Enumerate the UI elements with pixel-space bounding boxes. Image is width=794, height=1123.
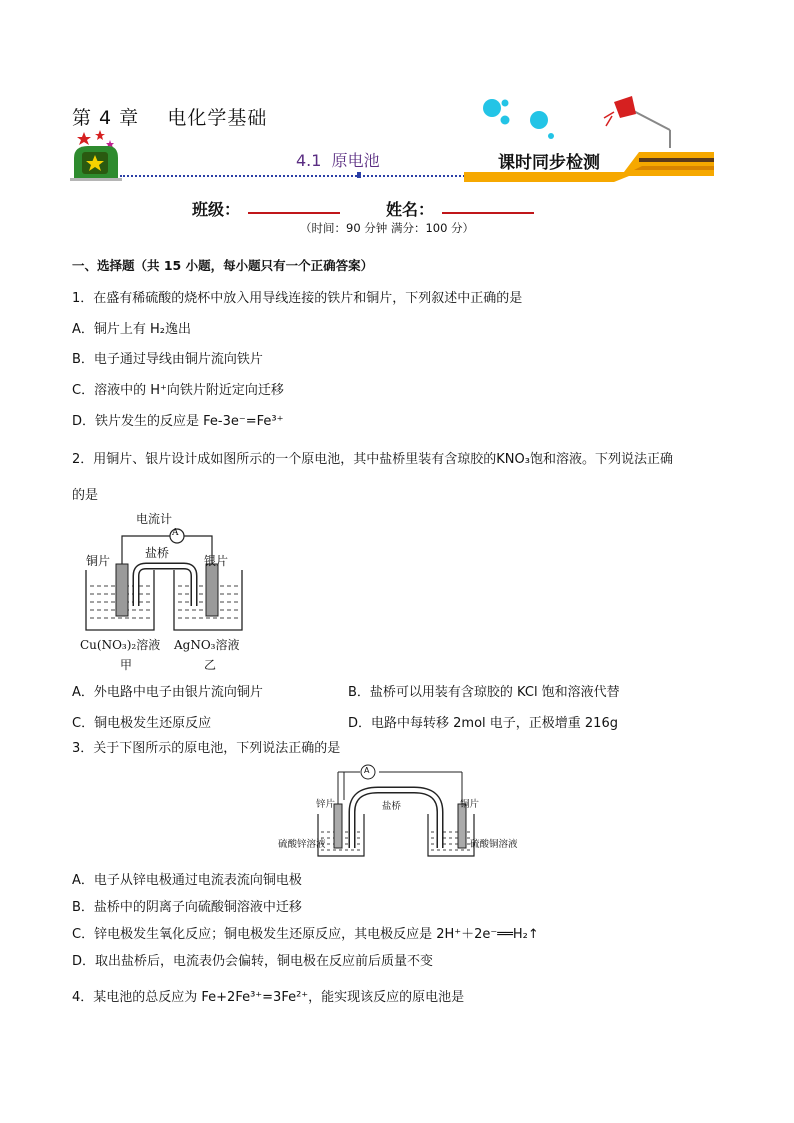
silver-label: 银片 (204, 554, 229, 568)
name-label: 姓名： (386, 200, 435, 219)
ammeter-symbol: A (364, 766, 370, 775)
question-4-stem: 4．某电池的总反应为 Fe+2Fe³⁺=3Fe²⁺，能实现该反应的原电池是 (72, 990, 465, 1005)
banner-label: 课时同步检测 (498, 153, 600, 173)
question-3-figure (278, 760, 528, 860)
question-3-option-a[interactable]: A．电子从锌电极通过电流表流向铜电极 (72, 873, 302, 888)
copper-label: 铜片 (86, 554, 111, 568)
question-1-option-d[interactable]: D．铁片发生的反应是 Fe-3e⁻=Fe³⁺ (72, 414, 284, 429)
header-divider (120, 175, 468, 177)
zinc-label: 锌片 (316, 799, 336, 810)
question-3-option-b[interactable]: B．盐桥中的阴离子向硫酸铜溶液中迁移 (72, 900, 302, 915)
copper-sulfate-label: 硫酸铜溶液 (470, 839, 518, 850)
question-1-stem: 1．在盛有稀硫酸的烧杯中放入用导线连接的铁片和铜片，下列叙述中正确的是 (72, 291, 523, 306)
question-1-option-b[interactable]: B．电子通过导线由铜片流向铁片 (72, 352, 263, 367)
zinc-sulfate-label: 硫酸锌溶液 (278, 839, 326, 850)
left-solution-label: Cu(NO₃)₂溶液 (80, 638, 161, 652)
question-2-option-a[interactable]: A．外电路中电子由银片流向铜片 (72, 685, 263, 700)
question-2-option-d[interactable]: D．电路中每转移 2mol 电子，正极增重 216g (348, 716, 618, 731)
question-2-figure (80, 506, 250, 676)
right-beaker-name: 乙 (204, 658, 217, 672)
copper-label-2: 铜片 (460, 799, 480, 810)
question-2-option-c[interactable]: C．铜电极发生还原反应 (72, 716, 212, 731)
question-3-option-d[interactable]: D．取出盐桥后，电流表仍会偏转，铜电极在反应前后质量不变 (72, 954, 434, 969)
question-2-stem: 2．用铜片、银片设计成如图所示的一个原电池，其中盐桥里装有含琼胶的KNO₃饱和溶液。下列说法正确 (72, 452, 673, 467)
question-1-option-a[interactable]: A．铜片上有 H₂逸出 (72, 322, 192, 337)
bridge-label: 盐桥 (145, 546, 170, 560)
question-2-option-b[interactable]: B．盐桥可以用装有含琼胶的 KCl 饱和溶液代替 (348, 685, 620, 700)
divider-tick (357, 172, 361, 178)
question-1-option-c[interactable]: C．溶液中的 H⁺向铁片附近定向迁移 (72, 383, 284, 398)
name-input[interactable] (442, 196, 534, 214)
class-input[interactable] (248, 196, 340, 214)
chapter-title: 第 4 章 电化学基础 (72, 107, 268, 129)
class-label: 班级： (192, 200, 241, 219)
question-2-stem-cont: 的是 (72, 488, 99, 503)
section-heading: 一、选择题（共 15 小题，每小题只有一个正确答案） (72, 258, 374, 273)
right-solution-label: AgNO₃溶液 (174, 638, 240, 652)
bridge-label-2: 盐桥 (382, 801, 402, 812)
meter-label: 电流计 (136, 512, 173, 526)
lesson-title: 4.1 原电池 (296, 151, 380, 170)
meter-symbol: A (172, 528, 179, 538)
left-beaker-name: 甲 (120, 658, 133, 672)
exam-meta: （时间：90 分钟 满分：100 分） (300, 221, 475, 235)
question-3-option-c[interactable]: C．锌电极发生氧化反应；铜电极发生还原反应，其电极反应是 2H⁺＋2e⁻══H₂↑ (72, 927, 539, 942)
star-logo-icon (70, 128, 130, 182)
question-3-stem: 3．关于下图所示的原电池，下列说法正确的是 (72, 741, 341, 756)
